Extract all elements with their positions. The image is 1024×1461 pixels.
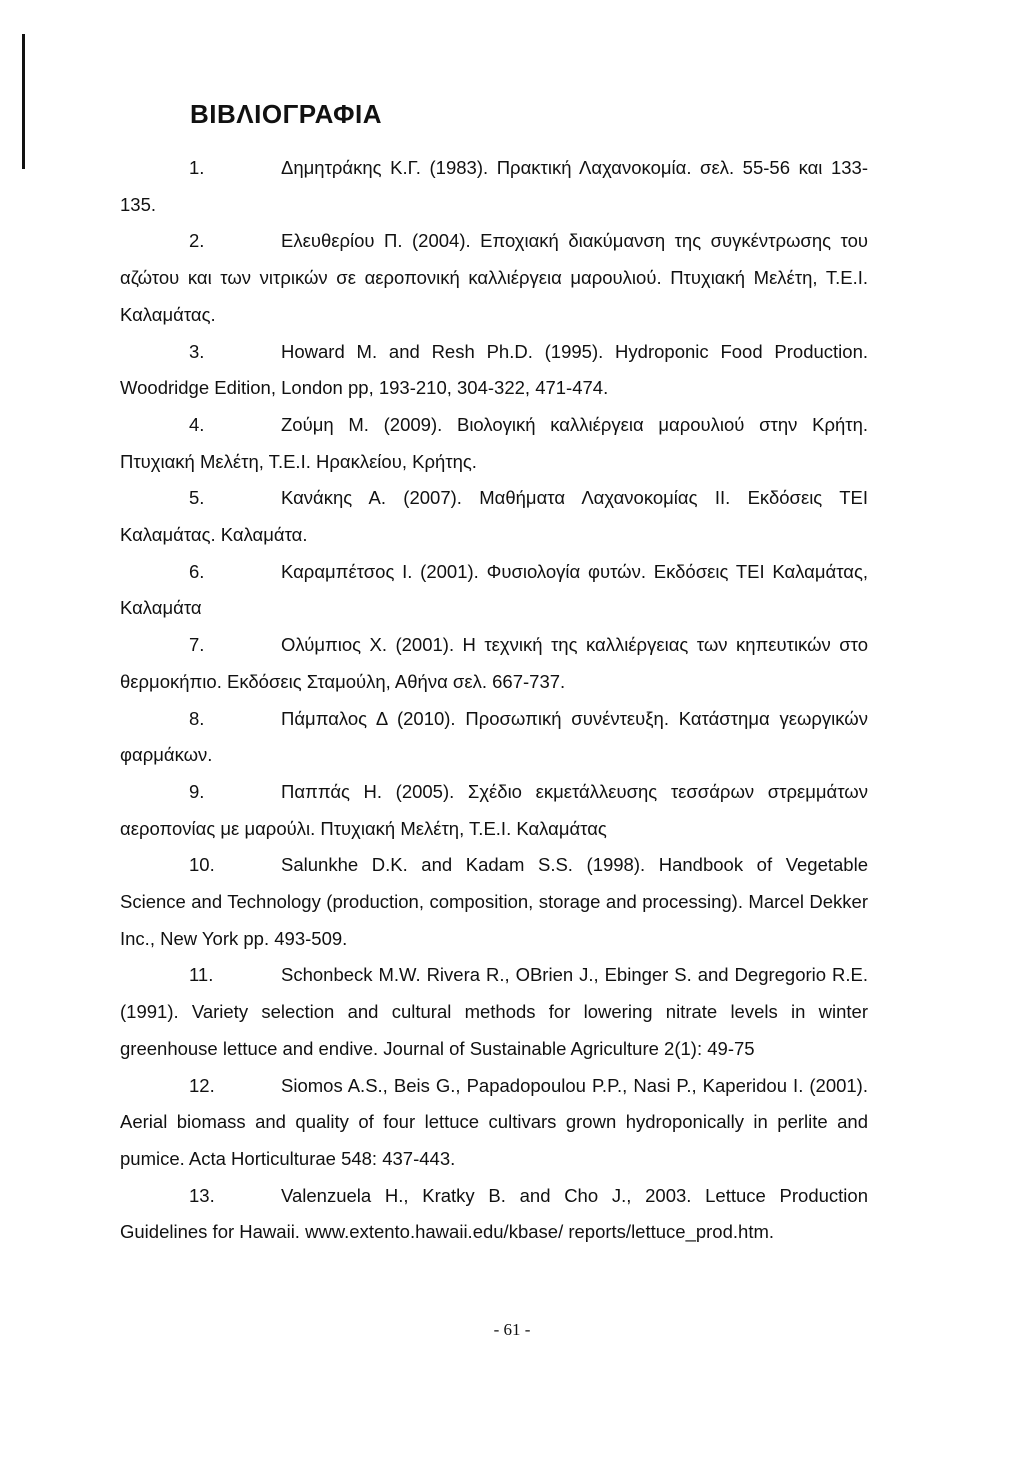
- reference-number: 10.: [189, 854, 215, 876]
- reference-text: Ζούμη Μ. (2009). Βιολογική καλλιέργεια μαρουλιού στην Κρήτη. Πτυχιακή Μελέτη, Τ.Ε.Ι. Ηρακλείου, Κρήτης.: [120, 413, 868, 472]
- reference-item: [120, 407, 868, 480]
- reference-item: [120, 1068, 868, 1178]
- reference-item: [120, 150, 868, 223]
- reference-item: [120, 480, 868, 553]
- reference-text: Howard M. and Resh Ph.D. (1995). Hydroponic Food Production. Woodridge Edition, London pp, 193-210, 304-322, 471-474.: [120, 340, 868, 399]
- reference-item: [120, 774, 868, 847]
- reference-number: 3.: [189, 340, 205, 362]
- reference-number: 2.: [189, 230, 205, 252]
- reference-number: 11.: [189, 964, 214, 986]
- reference-number: 13.: [189, 1184, 215, 1206]
- scan-edge-line: [22, 34, 25, 169]
- reference-item: [120, 957, 868, 1067]
- page-number: - 61 -: [493, 1320, 531, 1339]
- reference-number: 5.: [189, 487, 205, 509]
- reference-text: Ολύμπιος Χ. (2001). Η τεχνική της καλλιέργειας των κηπευτικών στο θερμοκήπιο. Εκδόσεις Σταμούλη, Αθήνα σελ. 667-737.: [120, 634, 868, 692]
- reference-text: Ελευθερίου Π. (2004). Εποχιακή διακύμανση της συγκέντρωσης του αζώτου και των νιτρικών σε αεροπονική καλλιέργεια μαρουλιού. Πτυχιακή Μελέτη, Τ.Ε.Ι. Καλαμάτας.: [120, 230, 868, 325]
- reference-text: Schonbeck M.W. Rivera R., OBrien J., Ebinger S. and Degregorio R.E. (1991). Variety selection and cultural methods for lowering nitrate levels in winter greenhouse lettuce and endive. Journal of Sustainable Agriculture 2(1): 49-75: [120, 964, 868, 1059]
- reference-item: [120, 701, 868, 774]
- reference-item: [120, 554, 868, 627]
- reference-text: Καραμπέτσος Ι. (2001). Φυσιολογία φυτών. Εκδόσεις ΤΕΙ Καλαμάτας, Καλαμάτα: [120, 560, 868, 619]
- reference-text: Δημητράκης Κ.Γ. (1983). Πρακτική Λαχανοκομία. σελ. 55-56 και 133-135.: [120, 157, 868, 215]
- reference-text: Salunkhe D.K. and Kadam S.S. (1998). Handbook of Vegetable Science and Technology (production, composition, storage and processing). Marcel Dekker Inc., New York pp. 493-509.: [120, 854, 868, 949]
- reference-number: 9.: [189, 780, 205, 802]
- reference-number: 12.: [189, 1074, 215, 1096]
- reference-number: 8.: [189, 707, 205, 729]
- reference-item: [120, 847, 868, 957]
- reference-item: [120, 627, 868, 700]
- reference-text: Siomos A.S., Beis G., Papadopoulou P.P., Nasi P., Kaperidou I. (2001). Aerial biomass and quality of four lettuce cultivars grown hydroponically in perlite and pumice. Acta Horticulturae 548: 437-443.: [120, 1074, 868, 1169]
- reference-list: [120, 150, 868, 1251]
- reference-text: Παππάς Η. (2005). Σχέδιο εκμετάλλευσης τεσσάρων στρεμμάτων αεροπονίας με μαρούλι. Πτυχιακή Μελέτη, Τ.Ε.Ι. Καλαμάτας: [120, 780, 868, 839]
- reference-text: Κανάκης Α. (2007). Μαθήματα Λαχανοκομίας II. Εκδόσεις ΤΕΙ Καλαμάτας. Καλαμάτα.: [120, 487, 868, 546]
- reference-number: 4.: [189, 413, 205, 435]
- reference-number: 7.: [189, 634, 205, 656]
- reference-item: [120, 334, 868, 407]
- reference-number: 1.: [189, 157, 205, 178]
- reference-text: Valenzuela H., Kratky B. and Cho J., 2003. Lettuce Production Guidelines for Hawaii. www.extento.hawaii.edu/kbase/ reports/lettuce_prod.htm.: [120, 1184, 868, 1243]
- reference-item: [120, 223, 868, 333]
- page-heading: ΒΙΒΛΙΟΓΡΑΦΙΑ: [190, 99, 383, 129]
- reference-item: [120, 1178, 868, 1251]
- reference-number: 6.: [189, 560, 205, 582]
- reference-text: Πάμπαλος Δ (2010). Προσωπική συνέντευξη. Κατάστημα γεωργικών φαρμάκων.: [120, 707, 868, 766]
